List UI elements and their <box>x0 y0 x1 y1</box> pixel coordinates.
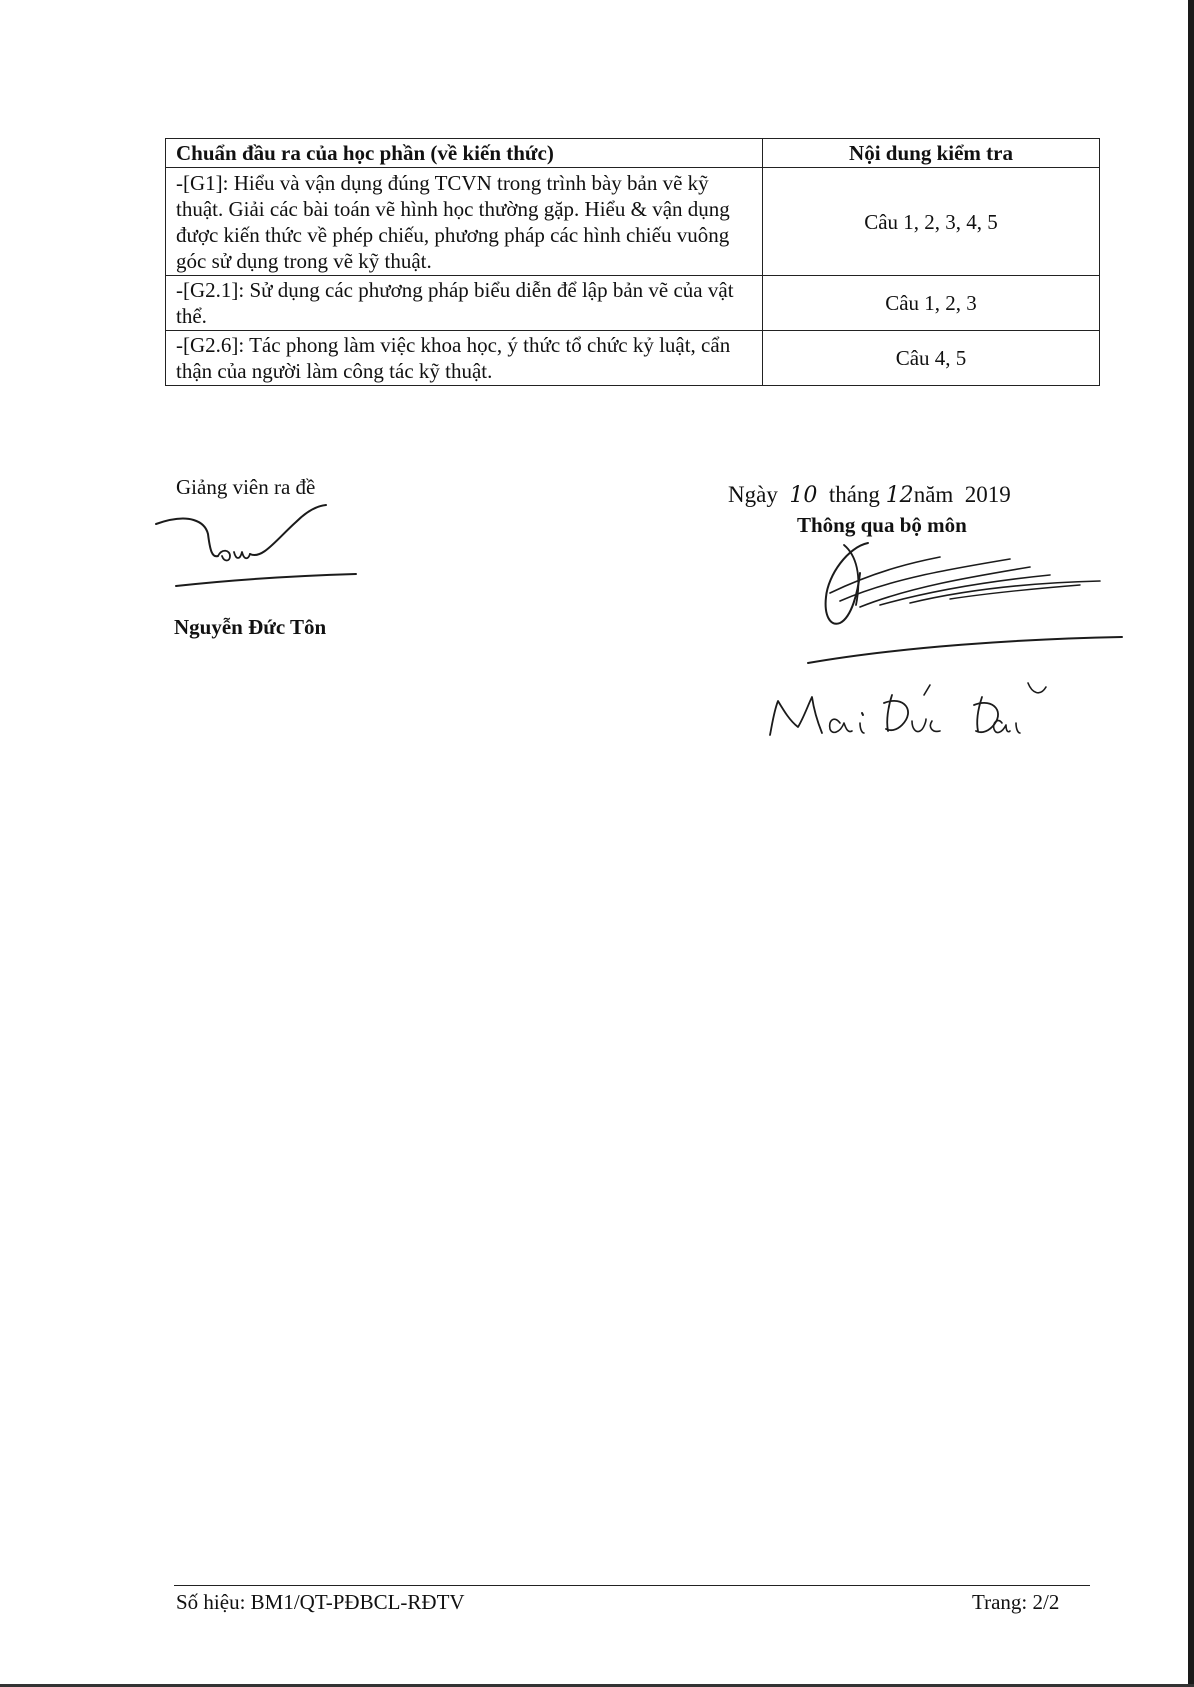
table-row <box>166 168 1100 276</box>
date-year: 2019 <box>964 482 1011 507</box>
test-content-cell: Câu 1, 2, 3, 4, 5 <box>763 168 1100 276</box>
date-day: 10 <box>789 483 818 508</box>
learning-outcomes-table <box>165 138 1100 386</box>
footer-rule <box>174 1585 1090 1586</box>
date-year-word: năm <box>913 482 954 507</box>
outcome-cell: -[G2.1]: Sử dụng các phương pháp biểu diễn để lập bản vẽ của vật thể. <box>166 276 763 331</box>
header-test-content: Nội dung kiểm tra <box>763 139 1100 168</box>
department-approval-title: Thông qua bộ môn <box>797 513 967 537</box>
department-signature-icon <box>800 535 1130 735</box>
date-line <box>728 482 1011 508</box>
document-code: Số hiệu: BM1/QT-PĐBCL-RĐTV <box>176 1590 465 1614</box>
outcome-cell: -[G1]: Hiểu và vận dụng đúng TCVN trong trình bày bản vẽ kỹ thuật. Giải các bài toán vẽ hình học thường gặp. Hiểu & vận dụng được kiến thức về phép chiếu, phương pháp các hình chiếu vuông góc sử dụng trong vẽ kỹ thuật. <box>166 168 763 276</box>
date-month-word: tháng <box>828 482 880 507</box>
page-number: Trang: 2/2 <box>972 1590 1060 1614</box>
table-row <box>166 331 1100 386</box>
date-prefix: Ngày <box>728 482 778 507</box>
test-content-cell: Câu 4, 5 <box>763 331 1100 386</box>
lecturer-title: Giảng viên ra đề <box>176 475 316 499</box>
header-outcome: Chuẩn đầu ra của học phần (về kiến thức) <box>166 139 763 168</box>
outcome-cell: -[G2.6]: Tác phong làm việc khoa học, ý thức tổ chức kỷ luật, cẩn thận của người làm công tác kỹ thuật. <box>166 331 763 386</box>
date-month: 12 <box>885 483 914 508</box>
lecturer-name: Nguyễn Đức Tôn <box>174 615 327 639</box>
test-content-cell: Câu 1, 2, 3 <box>763 276 1100 331</box>
table-header-row <box>166 139 1100 168</box>
page-edge <box>1188 0 1194 1687</box>
table-row <box>166 276 1100 331</box>
lecturer-signature-icon <box>150 500 360 595</box>
